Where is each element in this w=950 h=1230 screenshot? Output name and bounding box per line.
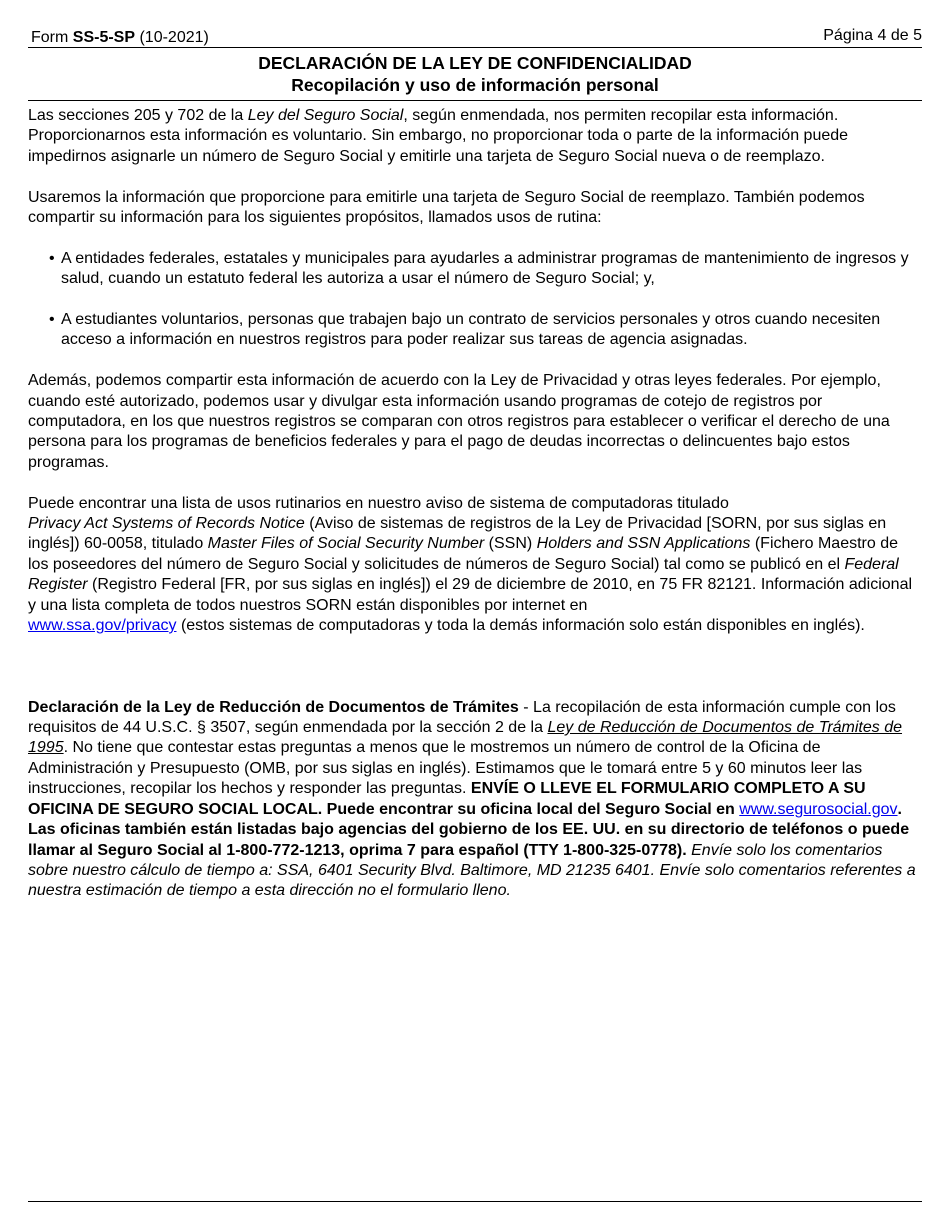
text-run: Las secciones 205 y 702 de la — [28, 107, 248, 124]
spacer — [28, 657, 922, 677]
footer-divider — [28, 1201, 922, 1202]
routine-uses-list — [28, 249, 922, 351]
title-divider — [28, 100, 922, 101]
spacer — [28, 351, 922, 371]
text-run: (estos sistemas de computadoras y toda la demás información solo están disponibles en inglés). — [176, 617, 865, 635]
spacer — [28, 290, 922, 310]
text-run: , según enmendada, nos permiten recopilar esta información. Proporcionarnos esta información es voluntario. Sin embargo, no proporcionar toda o parte de la información puede impedirnos asignarle un número de Seguro Social y emitirle una tarjeta de Seguro Social nueva o de reemplazo. — [28, 107, 849, 165]
law-name: Ley del Seguro Social — [247, 107, 404, 124]
bold-instructions: ENVÍE O LLEVE EL FORMULARIO COMPLETO A SU OFICINA DE SEGURO SOCIAL LOCAL. Puede encontrar su oficina local del Seguro Social en — [28, 780, 866, 818]
form-code: SS-5-SP — [72, 29, 136, 46]
segurosocial-link[interactable]: www.segurosocial.gov — [739, 800, 898, 818]
spacer — [28, 677, 922, 697]
text-run: Puede encontrar una lista de usos rutinarios en nuestro aviso de sistema de computadoras titulado — [28, 494, 729, 512]
italic-note: Envíe solo los comentarios sobre nuestro cálculo de tiempo a: SSA, 6401 Security Blvd. Baltimore, MD 21235 6401. Envíe solo comentarios referentes a nuestra estimación de tiempo a esta dirección no el formulario lleno. — [28, 841, 916, 900]
list-item-text: A entidades federales, estatales y municipales para ayudarles a administrar programas de mantenimiento de ingresos y salud, cuando un estatuto federal les autoriza a usar el número de Seguro Social; y, — [61, 249, 909, 288]
privacy-paragraph-3: Además, podemos compartir esta información de acuerdo con la Ley de Privacidad y otras leyes federales. Por ejemplo, cuando esté autorizado, podemos usar y divulgar esta información usando programas de cotejo de registros por computadora, en los que nuestros registros se comparan con otros registros para establecer o verificar el derecho de una persona para los programas de beneficios federales y para el pago de deudas incorrectas o delincuentes bajo estos programas. — [28, 372, 890, 471]
text-run: - La recopilación de esta información cumple con los requisitos de 44 U.S.C. § 3507, según enmendada por la sección 2 de la — [28, 698, 896, 737]
spacer — [28, 473, 922, 493]
page-header — [28, 27, 922, 48]
list-item-text: A estudiantes voluntarios, personas que trabajen bajo un contrato de servicios personales y otros cuando necesiten acceso a información en nuestros registros para poder realizar sus tareas de agencia asignadas. — [61, 311, 881, 349]
paperwork-reduction-paragraph — [28, 698, 922, 902]
list-item — [28, 310, 922, 351]
privacy-paragraph-1 — [28, 106, 922, 167]
spacer — [28, 636, 922, 656]
form-date: (10-2021) — [135, 29, 209, 46]
bold-instructions: . Las oficinas también están listadas bajo agencias del gobierno de los EE. UU. en su directorio de teléfonos o puede llamar al Seguro Social al 1-800-772-1213, oprima 7 para español (TTY 1-800-325-0778). — [28, 800, 910, 859]
spacer — [28, 167, 922, 187]
list-item — [28, 249, 922, 290]
spacer — [28, 228, 922, 248]
section-heading: Declaración de la Ley de Reducción de Documentos de Trámites — [28, 698, 519, 716]
italic-title: Privacy Act Systems of Records Notice — [28, 515, 305, 533]
privacy-paragraph-2: Usaremos la información que proporcione para emitirle una tarjeta de Seguro Social de reemplazo. También podemos compartir su información para los siguientes propósitos, llamados usos de rutina: — [28, 188, 865, 227]
form-identifier — [31, 29, 209, 47]
ssa-privacy-link[interactable]: www.ssa.gov/privacy — [28, 617, 177, 635]
document-body — [28, 106, 922, 902]
page-subtitle: Recopilación y uso de información personal — [291, 75, 659, 95]
italic-title: Holders and SSN Applications — [536, 535, 751, 553]
privacy-paragraph-4 — [28, 494, 922, 637]
page-number: Página 4 de 5 — [823, 27, 922, 44]
law-name: Ley de Reducción de Documentos de Trámites de 1995 — [28, 719, 903, 757]
bullet-icon: • — [49, 249, 55, 267]
text-run: (Aviso de sistemas de registros de la Ley de Privacidad [SORN, por sus siglas en inglés]) 60-0058, titulado — [28, 515, 887, 553]
title-block — [28, 52, 922, 96]
text-run: (SSN) — [484, 535, 537, 553]
text-run: . No tiene que contestar estas preguntas a menos que le mostremos un número de control de la Oficina de Administración y Presupuesto (OMB, por sus siglas en inglés). Estimamos que le tomará entre 5 y 60 minutos leer las instrucciones, recopilar los hechos y responder las preguntas. — [28, 739, 863, 798]
text-run: (Fichero Maestro de los poseedores del número de Seguro Social y solicitudes de números de Seguro Social) tal como se publicó en el — [28, 535, 899, 573]
form-prefix: Form — [31, 29, 73, 46]
text-run: (Registro Federal [FR, por sus siglas en inglés]) el 29 de diciembre de 2010, en 75 FR 82121. Información adicional y una lista completa de todos nuestros SORN están disponibles por internet en — [28, 576, 913, 614]
bullet-icon: • — [49, 311, 55, 329]
italic-title: Federal Register — [28, 555, 899, 594]
italic-title: Master Files of Social Security Number — [207, 535, 485, 553]
page-title: DECLARACIÓN DE LA LEY DE CONFIDENCIALIDAD — [258, 53, 692, 73]
